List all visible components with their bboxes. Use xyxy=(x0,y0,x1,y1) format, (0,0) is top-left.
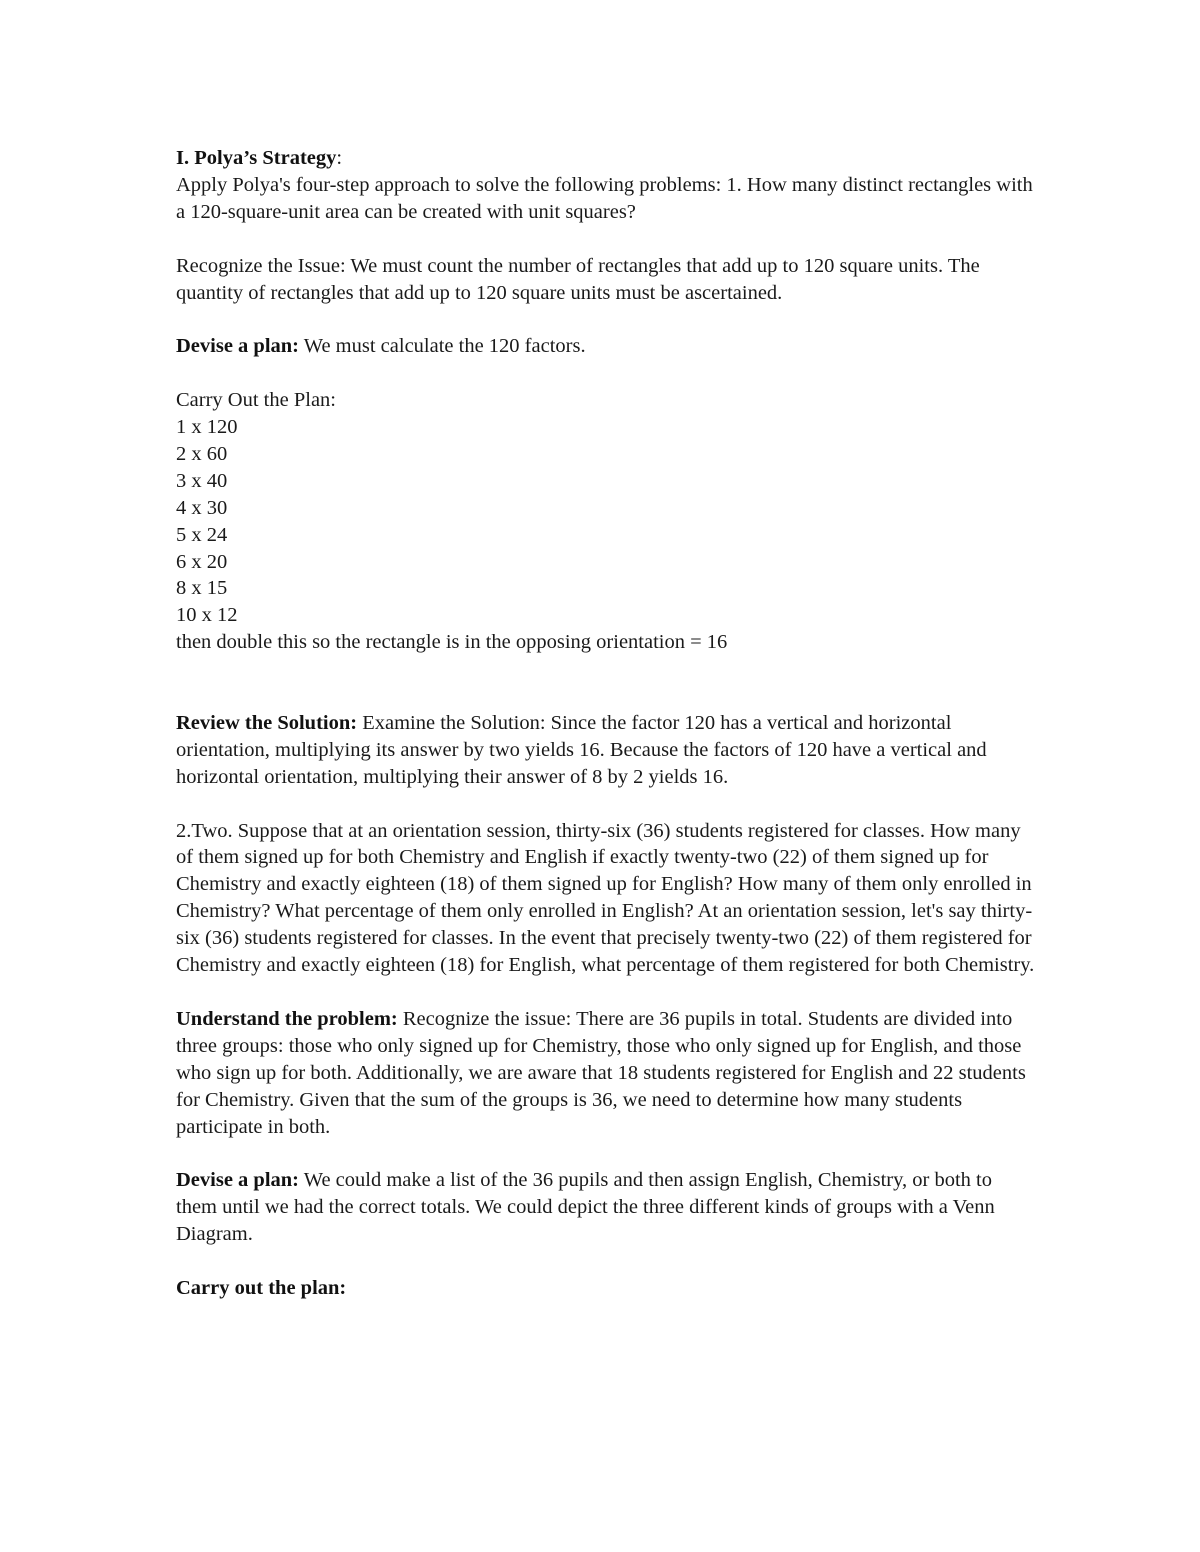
factor-line: 6 x 20 xyxy=(176,550,228,573)
devise-text: We must calculate the 120 factors. xyxy=(299,335,586,358)
problem-1-intro: Apply Polya's four-step approach to solve the following problems: 1. How many distinct rectangles with a 120-square-unit area can be created with unit squares? xyxy=(176,173,1033,223)
spacer xyxy=(176,791,1036,818)
carry-label: Carry out the plan: xyxy=(176,1276,347,1299)
understand-text: Recognize the issue: There are 36 pupils in total. Students are divided into three groups: those who only signed up for Chemistry, those who only signed up for English, and those who sign up for both. Additionally, we are aware that 18 students registered for English and 22 students for Chemistry. Given that the sum of the groups is 36, we need to determine how many students participate in both. xyxy=(176,1007,1026,1138)
spacer xyxy=(176,306,1036,333)
problem-2-understand xyxy=(176,1006,1036,1141)
problem-2-carry xyxy=(176,1275,1036,1302)
factor-line: 1 x 120 xyxy=(176,416,238,439)
problem-1-double: then double this so the rectangle is in the opposing orientation = 16 xyxy=(176,631,728,654)
factor-line: 4 x 30 xyxy=(176,496,228,519)
document-body xyxy=(176,145,1036,1302)
review-text: Examine the Solution: Since the factor 120 has a vertical and horizontal orientation, multiplying its answer by two yields 16. Because the factors of 120 have a vertical and horizontal orientation, multiplying their answer of 8 by 2 yields 16. xyxy=(176,711,987,788)
problem-2-devise xyxy=(176,1167,1036,1248)
devise-text: We could make a list of the 36 pupils and then assign English, Chemistry, or both to them until we had the correct totals. We could depict the three different kinds of groups with a Venn Diagram. xyxy=(176,1169,995,1246)
spacer xyxy=(176,656,1036,710)
spacer xyxy=(176,360,1036,387)
spacer xyxy=(176,1248,1036,1275)
spacer xyxy=(176,1140,1036,1167)
spacer xyxy=(176,226,1036,253)
factor-line: 3 x 40 xyxy=(176,469,228,492)
problem-2-statement: 2.Two. Suppose that at an orientation session, thirty-six (36) students registered for classes. How many of them signed up for both Chemistry and English if exactly twenty-two (22) of them signed up for Chemistry and exactly eighteen (18) of them signed up for English? How many of them only enrolled in Chemistry? What percentage of them only enrolled in English? At an orientation session, let's say thirty-six (36) students registered for classes. In the event that precisely twenty-two (22) of them registered for Chemistry and exactly eighteen (18) for English, what percentage of them registered for both Chemistry. xyxy=(176,819,1035,977)
problem-1-devise xyxy=(176,333,1036,360)
section-title-colon: : xyxy=(336,147,343,169)
devise-label: Devise a plan: xyxy=(176,1169,299,1192)
spacer xyxy=(176,979,1036,1006)
devise-label: Devise a plan: xyxy=(176,335,299,358)
factor-line: 2 x 60 xyxy=(176,442,228,465)
understand-label: Understand the problem: xyxy=(176,1007,398,1030)
factor-line: 8 x 15 xyxy=(176,577,228,600)
factor-line: 5 x 24 xyxy=(176,523,228,546)
problem-1-recognize: Recognize the Issue: We must count the number of rectangles that add up to 120 square units. The quantity of rectangles that add up to 120 square units must be ascertained. xyxy=(176,254,980,304)
factor-line: 10 x 12 xyxy=(176,604,238,627)
section-title: I. Polya’s Strategy xyxy=(176,147,337,169)
problem-1-carry-label: Carry Out the Plan: xyxy=(176,389,336,412)
problem-1-review xyxy=(176,710,1036,791)
section-heading xyxy=(176,145,1036,172)
review-label: Review the Solution: xyxy=(176,711,358,734)
